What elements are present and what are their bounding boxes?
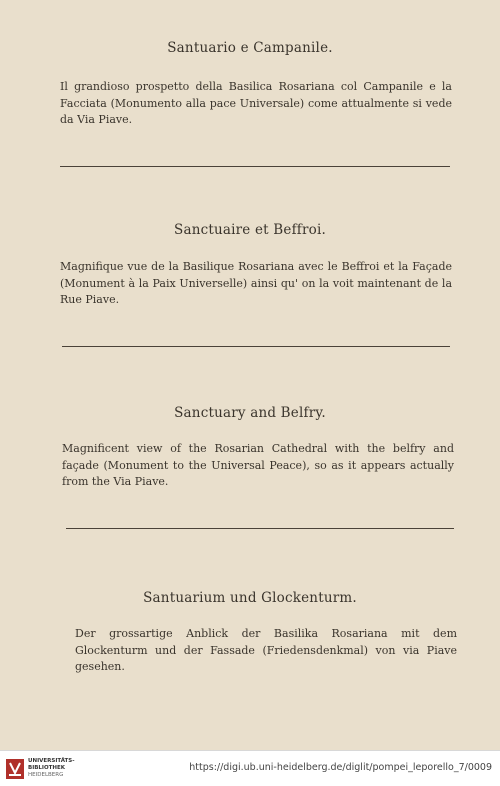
section-text: Magnificent view of the Rosarian Cathedral with the belfry and façade (Monument to the Universal Peace), so as it appears actually from the Via Piave. xyxy=(62,442,454,488)
section-text: Magnifique vue de la Basilique Rosariana avec le Beffroi et la Façade (Monument à la Paix Universelle) ainsi qu' on la voit maintenant de la Rue Piave. xyxy=(60,260,452,306)
divider-rule xyxy=(60,166,450,167)
logo-line: BIBLIOTHEK xyxy=(28,765,66,771)
section-heading: Sanctuaire et Beffroi. xyxy=(174,222,326,238)
section-heading: Santuario e Campanile. xyxy=(167,40,333,56)
section-english xyxy=(0,405,500,421)
library-logo-icon xyxy=(6,759,24,779)
section-french xyxy=(0,222,500,238)
logo-line: HEIDELBERG xyxy=(28,772,64,778)
section-text: Der grossartige Anblick der Basilika Rosariana mit dem Glockenturm und der Fassade (Friedensdenkmal) von via Piave gesehen. xyxy=(75,627,457,673)
library-logo[interactable] xyxy=(6,757,76,781)
divider-rule xyxy=(62,346,450,347)
library-logo-text xyxy=(28,758,75,779)
section-german xyxy=(0,590,500,606)
section-text: Il grandioso prospetto della Basilica Rosariana col Campanile e la Facciata (Monumento alla pace Universale) come attualmente si vede da Via Piave. xyxy=(60,80,452,126)
viewer-footer xyxy=(0,750,500,786)
source-url[interactable]: https://digi.ub.uni-heidelberg.de/diglit/pompei_leporello_7/0009 xyxy=(189,762,492,773)
logo-line: UNIVERSITÄTS- xyxy=(28,758,75,764)
section-heading: Santuarium und Glockenturm. xyxy=(143,590,357,606)
section-italian xyxy=(0,40,500,56)
section-heading: Sanctuary and Belfry. xyxy=(174,405,326,421)
divider-rule xyxy=(66,528,454,529)
